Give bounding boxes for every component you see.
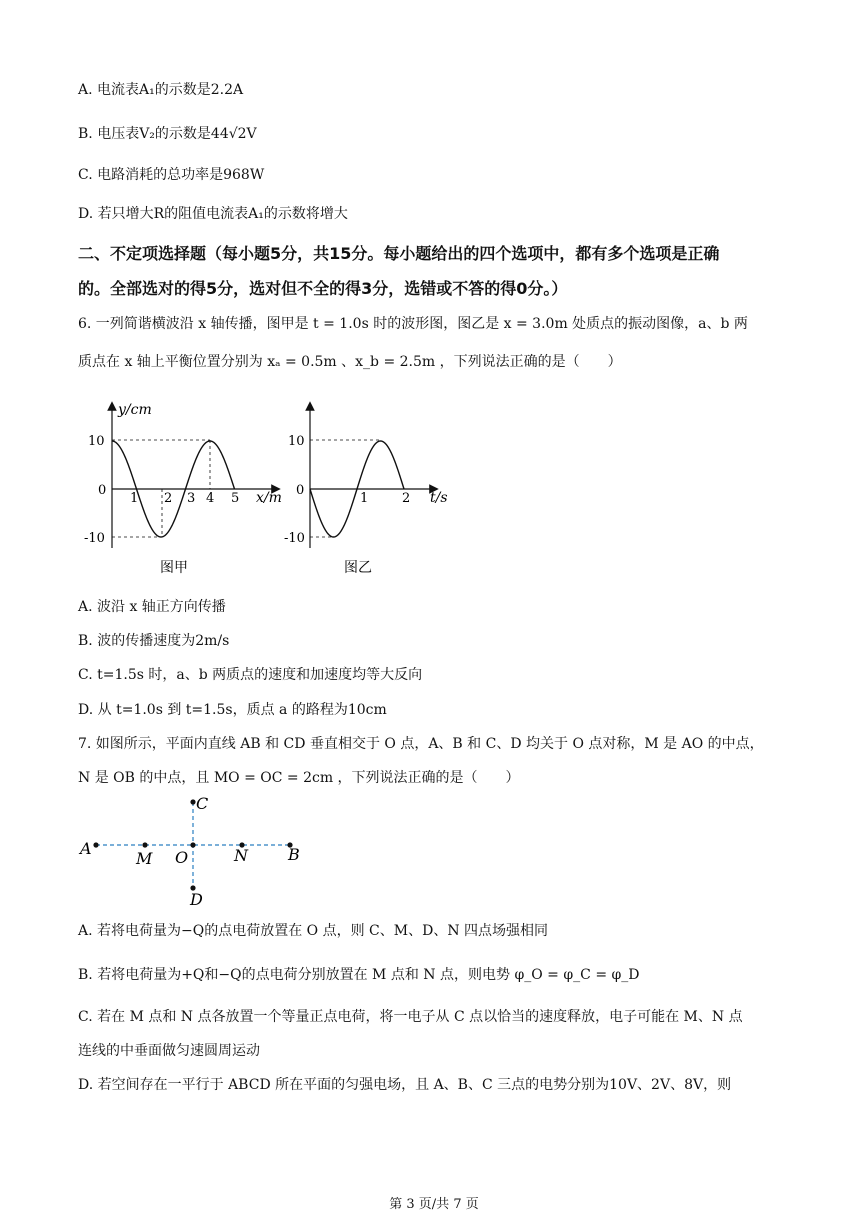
y-tick-0: 0 [296,483,305,498]
q5-option-a: A. 电流表A₁的示数是2.2A [78,82,244,98]
x-tick-2: 2 [164,491,173,506]
q6-stem-line2: 质点在 x 轴上平衡位置分别为 xₐ = 0.5m 、x_b = 2.5m ，下列说法正确的是（ ） [78,354,622,370]
label-a: A [80,839,92,858]
graph-b-caption: 图乙 [344,560,372,576]
graph-a-caption: 图甲 [160,560,188,576]
label-o: O [175,848,189,867]
q7-option-a: A. 若将电荷量为−Q的点电荷放置在 O 点，则 C、M、D、N 四点场强相同 [78,923,549,939]
q5-option-d: D. 若只增大R的阻值电流表A₁的示数将增大 [78,206,348,222]
label-d: D [190,890,203,909]
label-m: M [136,849,153,868]
y-tick-neg10: -10 [284,531,305,546]
vibration-graph-b [282,398,462,583]
q7-stem-line1: 7. 如图所示，平面内直线 AB 和 CD 垂直相交于 O 点，A、B 和 C、D 均关于 O 点对称，M 是 AO 的中点， [78,736,764,752]
section-heading-line2: 的。全部选对的得5分，选对但不全的得3分，选错或不答的得0分。） [78,279,568,298]
y-tick-0: 0 [98,483,107,498]
q6-option-a: A. 波沿 x 轴正方向传播 [78,599,226,615]
wave-graph-a [80,398,300,583]
q5-option-c: C. 电路消耗的总功率是968W [78,167,265,183]
page-footer: 第 3 页/共 7 页 [389,1197,479,1212]
q7-stem-line2: N 是 OB 的中点，且 MO = OC = 2cm ，下列说法正确的是（ ） [78,770,520,786]
x-axis-label: x/m [256,490,282,506]
y-tick-10: 10 [288,434,305,449]
q7-diagram [78,790,318,915]
y-axis-label: y/cm [118,402,152,418]
y-tick-neg10: -10 [84,531,105,546]
y-tick-10: 10 [88,434,105,449]
section-heading-line1: 二、不定项选择题（每小题5分，共15分。每小题给出的四个选项中，都有多个选项是正确 [78,244,720,263]
t-tick-2: 2 [402,491,411,506]
q5-option-b: B. 电压表V₂的示数是44√2V [78,126,257,142]
q6-option-b: B. 波的传播速度为2m/s [78,633,230,649]
t-axis-label: t/s [430,490,448,506]
x-tick-3: 3 [187,491,196,506]
q6-option-d: D. 从 t=1.0s 到 t=1.5s，质点 a 的路程为10cm [78,702,387,718]
label-c: C [196,794,209,813]
point-m [142,842,147,847]
x-tick-5: 5 [231,491,240,506]
q7-option-b: B. 若将电荷量为+Q和−Q的点电荷分别放置在 M 点和 N 点，则电势 φ_O = φ_C = φ_D [78,967,640,983]
point-a [93,842,98,847]
q7-option-c-line1: C. 若在 M 点和 N 点各放置一个等量正点电荷，将一电子从 C 点以恰当的速度释放，电子可能在 M、N 点 [78,1009,743,1025]
x-tick-4: 4 [206,491,215,506]
t-tick-1: 1 [360,491,369,506]
q6-stem-line1: 6. 一列简谐横波沿 x 轴传播，图甲是 t = 1.0s 时的波形图，图乙是 x = 3.0m 处质点的振动图像，a、b 两 [78,316,748,332]
point-c [190,799,195,804]
label-b: B [288,845,300,864]
q7-option-c-line2: 连线的中垂面做匀速圆周运动 [78,1043,260,1059]
label-n: N [234,846,248,865]
point-o [190,842,195,847]
x-tick-1: 1 [130,491,139,506]
q7-option-d: D. 若空间存在一平行于 ABCD 所在平面的匀强电场，且 A、B、C 三点的电势分别为10V、2V、8V，则 [78,1077,732,1093]
q6-option-c: C. t=1.5s 时，a、b 两质点的速度和加速度均等大反向 [78,667,423,683]
